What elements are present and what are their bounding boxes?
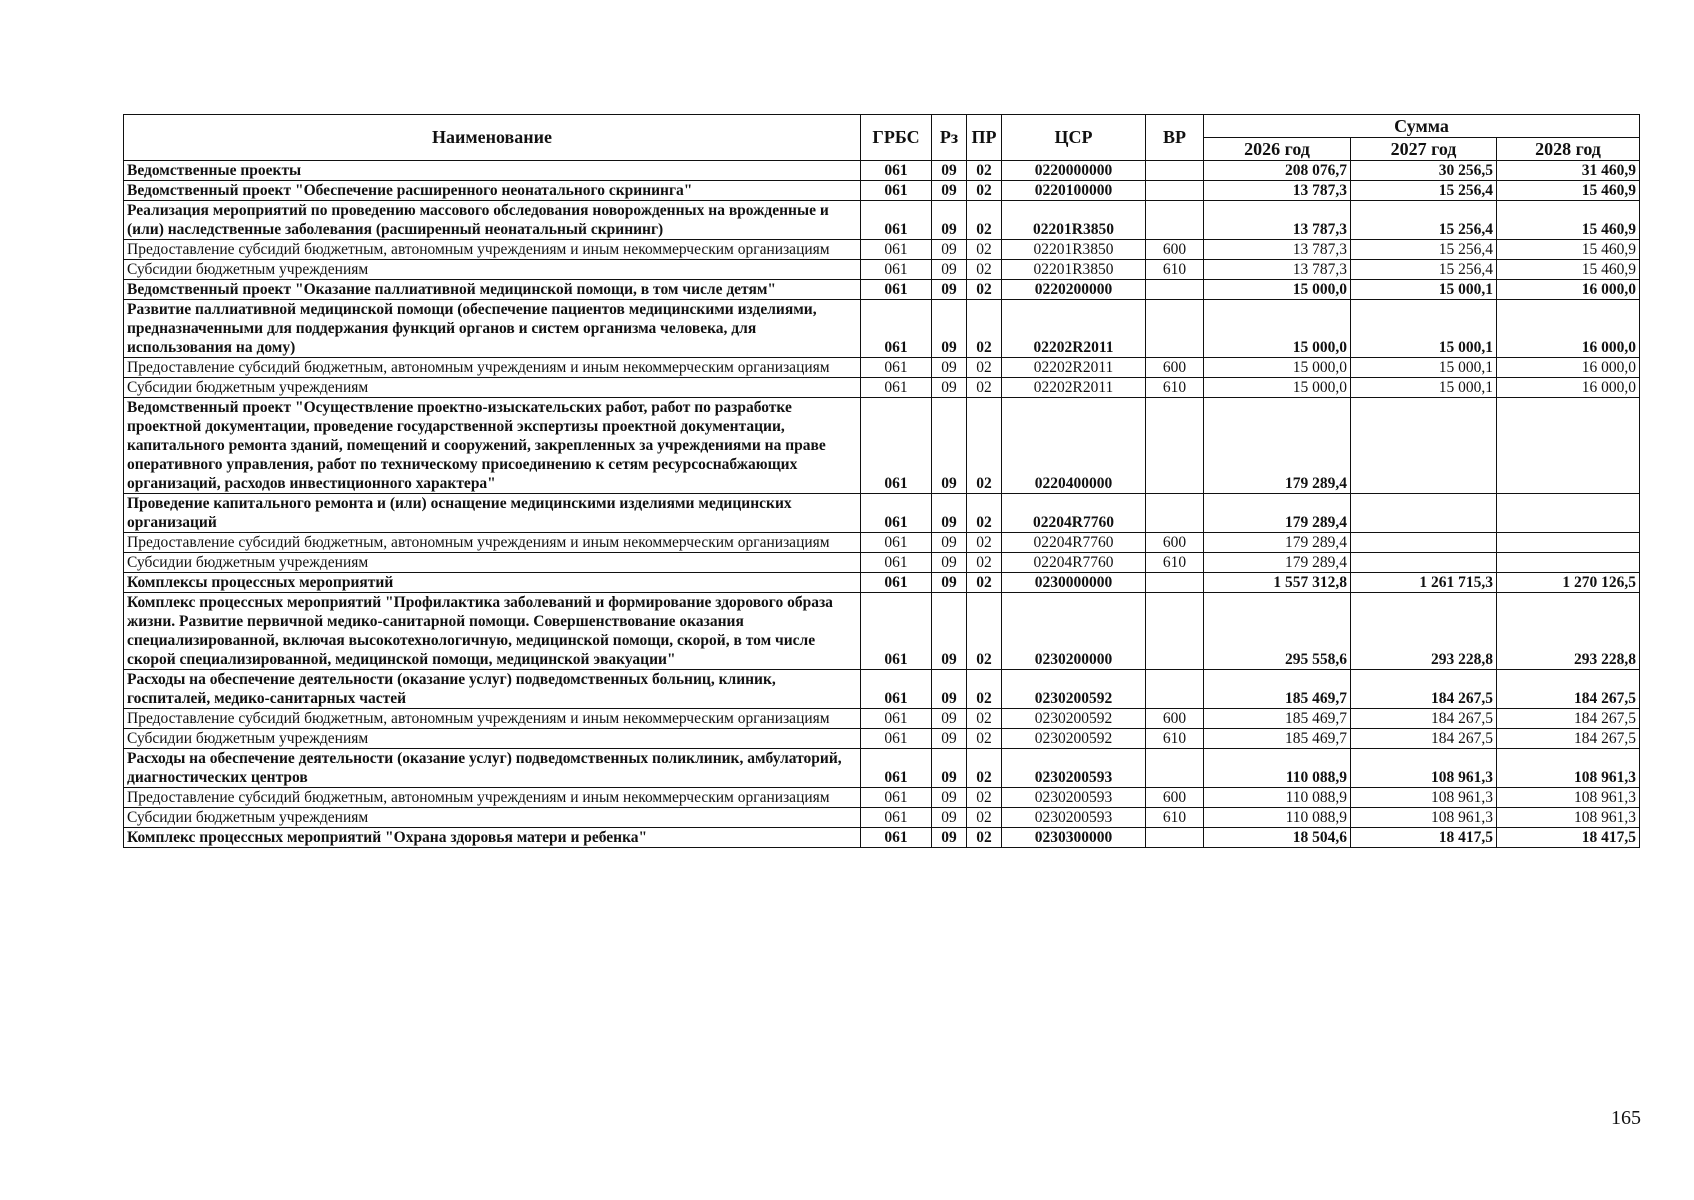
cell-csr: 0220100000 — [1002, 181, 1146, 201]
cell-csr: 02202R2011 — [1002, 358, 1146, 378]
cell-rz: 09 — [932, 398, 967, 494]
cell-2028: 184 267,5 — [1497, 729, 1640, 749]
cell-2027: 15 000,1 — [1351, 300, 1497, 358]
cell-grbs: 061 — [861, 494, 932, 533]
cell-2027: 184 267,5 — [1351, 709, 1497, 729]
cell-name: Развитие паллиативной медицинской помощи (обеспечение пациентов медицинскими изделиями, предназначенными для поддержания функций органов и систем организма человека, для использования на дому) — [124, 300, 861, 358]
cell-csr: 0230200593 — [1002, 808, 1146, 828]
cell-2026: 185 469,7 — [1204, 670, 1351, 709]
cell-csr: 0230200593 — [1002, 788, 1146, 808]
cell-name: Расходы на обеспечение деятельности (оказание услуг) подведомственных больниц, клиник, госпиталей, медико-санитарных частей — [124, 670, 861, 709]
cell-2026: 13 787,3 — [1204, 240, 1351, 260]
cell-name: Реализация мероприятий по проведению массового обследования новорожденных на врожденные и (или) наследственные заболевания (расширенный неонатальный скрининг) — [124, 201, 861, 240]
cell-2028 — [1497, 553, 1640, 573]
cell-rz: 09 — [932, 161, 967, 181]
cell-pr: 02 — [967, 358, 1002, 378]
cell-rz: 09 — [932, 808, 967, 828]
cell-vr — [1146, 749, 1204, 788]
cell-2028: 15 460,9 — [1497, 260, 1640, 280]
cell-rz: 09 — [932, 788, 967, 808]
cell-rz: 09 — [932, 280, 967, 300]
cell-2027 — [1351, 494, 1497, 533]
cell-csr: 02201R3850 — [1002, 240, 1146, 260]
cell-2028: 108 961,3 — [1497, 749, 1640, 788]
cell-pr: 02 — [967, 181, 1002, 201]
header-rz: Рз — [932, 115, 967, 161]
cell-2026: 110 088,9 — [1204, 808, 1351, 828]
table-row — [124, 181, 1640, 201]
cell-vr: 600 — [1146, 533, 1204, 553]
cell-2027: 18 417,5 — [1351, 828, 1497, 848]
cell-2026: 179 289,4 — [1204, 494, 1351, 533]
cell-grbs: 061 — [861, 161, 932, 181]
cell-2028: 16 000,0 — [1497, 358, 1640, 378]
cell-2027: 15 000,1 — [1351, 280, 1497, 300]
table-row — [124, 240, 1640, 260]
header-year-2026: 2026 год — [1204, 138, 1351, 161]
budget-table-sheet — [123, 114, 1639, 848]
cell-rz: 09 — [932, 828, 967, 848]
cell-pr: 02 — [967, 749, 1002, 788]
cell-2026: 110 088,9 — [1204, 788, 1351, 808]
cell-vr — [1146, 181, 1204, 201]
table-row — [124, 201, 1640, 240]
cell-vr — [1146, 593, 1204, 670]
cell-grbs: 061 — [861, 533, 932, 553]
cell-2028: 16 000,0 — [1497, 300, 1640, 358]
cell-grbs: 061 — [861, 240, 932, 260]
table-row — [124, 788, 1640, 808]
cell-rz: 09 — [932, 729, 967, 749]
cell-vr: 610 — [1146, 260, 1204, 280]
cell-2027: 15 256,4 — [1351, 240, 1497, 260]
cell-csr: 0230200592 — [1002, 670, 1146, 709]
cell-pr: 02 — [967, 709, 1002, 729]
cell-2026: 179 289,4 — [1204, 553, 1351, 573]
header-year-2028: 2028 год — [1497, 138, 1640, 161]
table-row — [124, 358, 1640, 378]
cell-2026: 15 000,0 — [1204, 378, 1351, 398]
cell-csr: 0220400000 — [1002, 398, 1146, 494]
cell-2028 — [1497, 494, 1640, 533]
cell-2028: 15 460,9 — [1497, 201, 1640, 240]
cell-csr: 02204R7760 — [1002, 553, 1146, 573]
cell-grbs: 061 — [861, 788, 932, 808]
cell-vr: 610 — [1146, 378, 1204, 398]
cell-2026: 1 557 312,8 — [1204, 573, 1351, 593]
cell-csr: 0230200592 — [1002, 729, 1146, 749]
cell-vr: 600 — [1146, 240, 1204, 260]
table-row — [124, 280, 1640, 300]
cell-pr: 02 — [967, 553, 1002, 573]
cell-name: Предоставление субсидий бюджетным, автономным учреждениям и иным некоммерческим организациям — [124, 533, 861, 553]
cell-csr: 0230200000 — [1002, 593, 1146, 670]
table-row — [124, 553, 1640, 573]
cell-name: Субсидии бюджетным учреждениям — [124, 808, 861, 828]
header-csr: ЦСР — [1002, 115, 1146, 161]
cell-rz: 09 — [932, 378, 967, 398]
cell-vr: 610 — [1146, 808, 1204, 828]
cell-rz: 09 — [932, 260, 967, 280]
cell-2028: 18 417,5 — [1497, 828, 1640, 848]
cell-2026: 15 000,0 — [1204, 358, 1351, 378]
cell-csr: 0230200592 — [1002, 709, 1146, 729]
cell-grbs: 061 — [861, 729, 932, 749]
table-row — [124, 533, 1640, 553]
cell-rz: 09 — [932, 670, 967, 709]
cell-pr: 02 — [967, 788, 1002, 808]
cell-rz: 09 — [932, 593, 967, 670]
cell-vr — [1146, 670, 1204, 709]
table-row — [124, 828, 1640, 848]
cell-rz: 09 — [932, 533, 967, 553]
cell-grbs: 061 — [861, 181, 932, 201]
cell-2026: 179 289,4 — [1204, 398, 1351, 494]
cell-pr: 02 — [967, 593, 1002, 670]
cell-2026: 13 787,3 — [1204, 181, 1351, 201]
cell-name: Комплекс процессных мероприятий "Охрана здоровья матери и ребенка" — [124, 828, 861, 848]
cell-name: Субсидии бюджетным учреждениям — [124, 260, 861, 280]
header-sum: Сумма — [1204, 115, 1640, 138]
cell-2027: 293 228,8 — [1351, 593, 1497, 670]
cell-pr: 02 — [967, 378, 1002, 398]
cell-pr: 02 — [967, 201, 1002, 240]
cell-pr: 02 — [967, 240, 1002, 260]
cell-name: Предоставление субсидий бюджетным, автономным учреждениям и иным некоммерческим организациям — [124, 358, 861, 378]
cell-grbs: 061 — [861, 593, 932, 670]
cell-2028: 108 961,3 — [1497, 788, 1640, 808]
cell-2027: 15 256,4 — [1351, 201, 1497, 240]
cell-csr: 02202R2011 — [1002, 378, 1146, 398]
cell-grbs: 061 — [861, 553, 932, 573]
table-row — [124, 593, 1640, 670]
cell-name: Предоставление субсидий бюджетным, автономным учреждениям и иным некоммерческим организациям — [124, 709, 861, 729]
cell-vr — [1146, 494, 1204, 533]
cell-vr — [1146, 161, 1204, 181]
cell-vr — [1146, 573, 1204, 593]
cell-2026: 110 088,9 — [1204, 749, 1351, 788]
cell-grbs: 061 — [861, 709, 932, 729]
cell-grbs: 061 — [861, 260, 932, 280]
cell-pr: 02 — [967, 398, 1002, 494]
cell-2026: 18 504,6 — [1204, 828, 1351, 848]
header-vr: ВР — [1146, 115, 1204, 161]
cell-csr: 02201R3850 — [1002, 201, 1146, 240]
cell-grbs: 061 — [861, 378, 932, 398]
cell-name: Предоставление субсидий бюджетным, автономным учреждениям и иным некоммерческим организациям — [124, 788, 861, 808]
cell-name: Комплексы процессных мероприятий — [124, 573, 861, 593]
cell-2027: 108 961,3 — [1351, 808, 1497, 828]
cell-2026: 13 787,3 — [1204, 260, 1351, 280]
cell-rz: 09 — [932, 358, 967, 378]
cell-2027: 15 000,1 — [1351, 358, 1497, 378]
cell-rz: 09 — [932, 494, 967, 533]
cell-rz: 09 — [932, 300, 967, 358]
cell-vr — [1146, 201, 1204, 240]
cell-2026: 185 469,7 — [1204, 709, 1351, 729]
table-row — [124, 670, 1640, 709]
cell-2028: 293 228,8 — [1497, 593, 1640, 670]
cell-grbs: 061 — [861, 398, 932, 494]
cell-rz: 09 — [932, 709, 967, 729]
cell-2026: 15 000,0 — [1204, 300, 1351, 358]
cell-csr: 02204R7760 — [1002, 494, 1146, 533]
cell-pr: 02 — [967, 280, 1002, 300]
header-pr: ПР — [967, 115, 1002, 161]
cell-pr: 02 — [967, 808, 1002, 828]
table-row — [124, 378, 1640, 398]
cell-2028: 15 460,9 — [1497, 181, 1640, 201]
cell-grbs: 061 — [861, 670, 932, 709]
cell-name: Ведомственные проекты — [124, 161, 861, 181]
cell-vr — [1146, 300, 1204, 358]
cell-csr: 0230300000 — [1002, 828, 1146, 848]
cell-name: Субсидии бюджетным учреждениям — [124, 378, 861, 398]
cell-2028: 1 270 126,5 — [1497, 573, 1640, 593]
cell-2026: 208 076,7 — [1204, 161, 1351, 181]
cell-2026: 179 289,4 — [1204, 533, 1351, 553]
cell-pr: 02 — [967, 729, 1002, 749]
cell-2027: 15 000,1 — [1351, 378, 1497, 398]
cell-csr: 02201R3850 — [1002, 260, 1146, 280]
cell-csr: 02204R7760 — [1002, 533, 1146, 553]
cell-2027: 1 261 715,3 — [1351, 573, 1497, 593]
cell-2026: 295 558,6 — [1204, 593, 1351, 670]
cell-2028 — [1497, 533, 1640, 553]
cell-grbs: 061 — [861, 808, 932, 828]
cell-grbs: 061 — [861, 300, 932, 358]
cell-2027 — [1351, 553, 1497, 573]
table-row — [124, 300, 1640, 358]
cell-vr: 600 — [1146, 709, 1204, 729]
cell-2026: 185 469,7 — [1204, 729, 1351, 749]
cell-2028: 16 000,0 — [1497, 280, 1640, 300]
cell-2027: 30 256,5 — [1351, 161, 1497, 181]
cell-2028: 31 460,9 — [1497, 161, 1640, 181]
table-row — [124, 749, 1640, 788]
cell-rz: 09 — [932, 553, 967, 573]
cell-2027: 184 267,5 — [1351, 670, 1497, 709]
cell-vr — [1146, 280, 1204, 300]
table-row — [124, 398, 1640, 494]
cell-name: Ведомственный проект "Осуществление проектно-изыскательских работ, работ по разработке проектной документации, проведение государственной экспертизы проектной документации, капитального ремонта зданий, помещений и сооружений, закрепленных за учреждениями на праве оперативного управления, работ по техническому присоединению к сетям ресурсоснабжающих организаций, расходов инвестиционного характера" — [124, 398, 861, 494]
cell-name: Ведомственный проект "Оказание паллиативной медицинской помощи, в том числе детям" — [124, 280, 861, 300]
cell-vr: 610 — [1146, 553, 1204, 573]
cell-2027 — [1351, 533, 1497, 553]
cell-csr: 0230200593 — [1002, 749, 1146, 788]
cell-2027 — [1351, 398, 1497, 494]
cell-vr: 600 — [1146, 788, 1204, 808]
cell-pr: 02 — [967, 828, 1002, 848]
table-row — [124, 709, 1640, 729]
cell-2028: 16 000,0 — [1497, 378, 1640, 398]
cell-pr: 02 — [967, 300, 1002, 358]
table-row — [124, 729, 1640, 749]
cell-rz: 09 — [932, 201, 967, 240]
cell-vr: 600 — [1146, 358, 1204, 378]
table-row — [124, 161, 1640, 181]
cell-name: Субсидии бюджетным учреждениям — [124, 729, 861, 749]
cell-2027: 108 961,3 — [1351, 749, 1497, 788]
cell-2027: 184 267,5 — [1351, 729, 1497, 749]
cell-pr: 02 — [967, 670, 1002, 709]
cell-pr: 02 — [967, 161, 1002, 181]
cell-name: Ведомственный проект "Обеспечение расширенного неонатального скрининга" — [124, 181, 861, 201]
cell-rz: 09 — [932, 181, 967, 201]
cell-name: Комплекс процессных мероприятий "Профилактика заболеваний и формирование здорового образа жизни. Развитие первичной медико-санитарной помощи. Совершенствование оказания специализированной, включая высокотехнологичную, медицинской помощи, скорой, в том числе скорой специализированной, медицинской помощи, медицинской эвакуации" — [124, 593, 861, 670]
cell-2028: 184 267,5 — [1497, 670, 1640, 709]
table-body — [124, 161, 1640, 848]
cell-2027: 108 961,3 — [1351, 788, 1497, 808]
table-row — [124, 260, 1640, 280]
cell-rz: 09 — [932, 573, 967, 593]
header-name: Наименование — [124, 115, 861, 161]
page-number: 165 — [1611, 1107, 1641, 1129]
table-row — [124, 573, 1640, 593]
cell-grbs: 061 — [861, 573, 932, 593]
cell-pr: 02 — [967, 494, 1002, 533]
cell-2026: 13 787,3 — [1204, 201, 1351, 240]
cell-csr: 0220200000 — [1002, 280, 1146, 300]
header-year-2027: 2027 год — [1351, 138, 1497, 161]
cell-pr: 02 — [967, 573, 1002, 593]
cell-name: Субсидии бюджетным учреждениям — [124, 553, 861, 573]
cell-pr: 02 — [967, 533, 1002, 553]
cell-rz: 09 — [932, 749, 967, 788]
cell-2028: 184 267,5 — [1497, 709, 1640, 729]
budget-table — [123, 114, 1640, 848]
header-grbs: ГРБС — [861, 115, 932, 161]
cell-grbs: 061 — [861, 749, 932, 788]
cell-csr: 02202R2011 — [1002, 300, 1146, 358]
cell-2028: 15 460,9 — [1497, 240, 1640, 260]
table-row — [124, 808, 1640, 828]
cell-name: Проведение капитального ремонта и (или) оснащение медицинскими изделиями медицинских организаций — [124, 494, 861, 533]
cell-2027: 15 256,4 — [1351, 181, 1497, 201]
cell-vr: 610 — [1146, 729, 1204, 749]
cell-2028 — [1497, 398, 1640, 494]
cell-vr — [1146, 398, 1204, 494]
cell-2028: 108 961,3 — [1497, 808, 1640, 828]
table-row — [124, 494, 1640, 533]
cell-2027: 15 256,4 — [1351, 260, 1497, 280]
cell-grbs: 061 — [861, 828, 932, 848]
cell-grbs: 061 — [861, 358, 932, 378]
cell-csr: 0220000000 — [1002, 161, 1146, 181]
cell-name: Расходы на обеспечение деятельности (оказание услуг) подведомственных поликлиник, амбулаторий, диагностических центров — [124, 749, 861, 788]
cell-grbs: 061 — [861, 201, 932, 240]
cell-pr: 02 — [967, 260, 1002, 280]
cell-name: Предоставление субсидий бюджетным, автономным учреждениям и иным некоммерческим организациям — [124, 240, 861, 260]
cell-vr — [1146, 828, 1204, 848]
cell-2026: 15 000,0 — [1204, 280, 1351, 300]
cell-grbs: 061 — [861, 280, 932, 300]
cell-rz: 09 — [932, 240, 967, 260]
cell-csr: 0230000000 — [1002, 573, 1146, 593]
